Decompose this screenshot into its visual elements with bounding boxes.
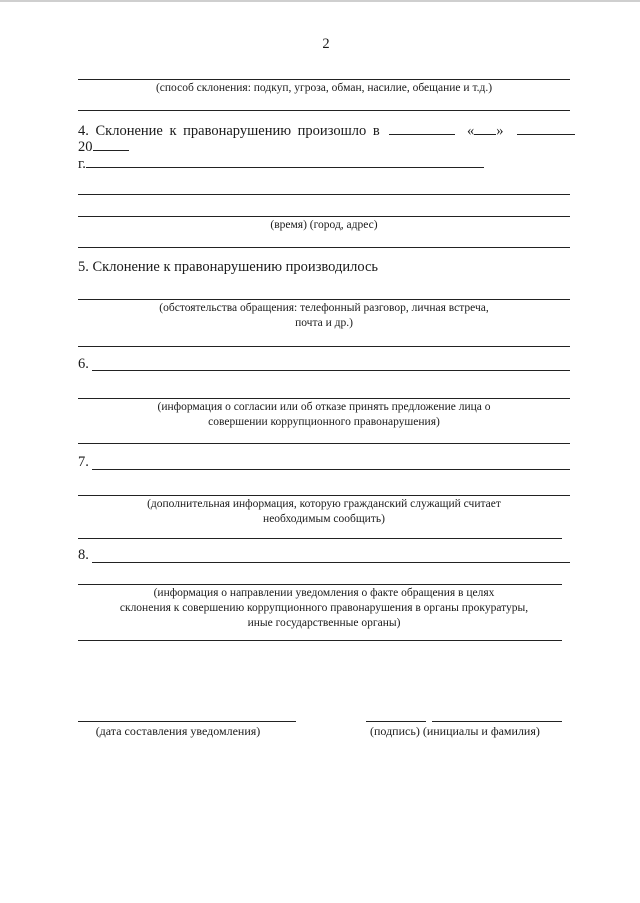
time-caption: (время) (город, адрес) (270, 219, 378, 231)
city-prefix: г. (78, 156, 86, 172)
section-8-caption-2: склонения к совершению коррупционного правонарушения в органы прокуратуры, (119, 602, 529, 614)
section-4-text (78, 122, 578, 140)
section-7-caption-1: (дополнительная информация, которую гражданский служащий считает (147, 498, 501, 510)
day-field[interactable] (389, 122, 455, 135)
city-field[interactable] (86, 155, 484, 168)
section-6-caption-1: (информация о согласии или об отказе принять предложение лица о (157, 401, 491, 413)
fill-line (78, 584, 562, 585)
signature-line[interactable] (366, 721, 426, 722)
fill-line (78, 398, 570, 399)
section-8-number: 8. (78, 547, 89, 563)
section-5-caption-1: (обстоятельства обращения: телефонный разговор, личная встреча, (159, 302, 489, 314)
city-row (78, 155, 484, 173)
method-caption: (способ склонения: подкуп, угроза, обман, насилие, обещание и т.д.) (155, 82, 493, 94)
fill-line (78, 194, 570, 195)
fill-line (92, 370, 570, 371)
fill-line (78, 443, 570, 444)
year-field[interactable] (93, 138, 129, 151)
fill-line (92, 469, 570, 470)
page-number: 2 (322, 36, 330, 52)
month-field[interactable] (517, 122, 575, 135)
fill-line (78, 216, 570, 217)
section-8-caption-3: иные государственные органы) (247, 617, 401, 629)
fill-line (78, 495, 570, 496)
section-7-caption-2: необходимым сообщить) (263, 513, 385, 525)
fill-line (78, 640, 562, 641)
fill-line (78, 247, 570, 248)
top-border (0, 0, 640, 2)
quote-open: « (466, 123, 475, 139)
section-6-number: 6. (78, 356, 89, 372)
fill-line (78, 299, 570, 300)
date-caption: (дата составления уведомления) (95, 724, 261, 738)
fill-line (92, 562, 570, 563)
section-5-caption-2: почта и др.) (295, 317, 353, 329)
fill-line (78, 79, 570, 80)
section-5-text: 5. Склонение к правонарушению производилось (78, 259, 379, 275)
date-field[interactable] (474, 122, 496, 135)
quote-close: » (496, 123, 504, 139)
fill-line (78, 538, 562, 539)
year-prefix: 20 (78, 139, 93, 155)
fill-line (78, 346, 570, 347)
date-line[interactable] (78, 721, 296, 722)
name-line[interactable] (432, 721, 562, 722)
section-7-number: 7. (78, 454, 89, 470)
fill-line (78, 110, 570, 111)
section-6-caption-2: совершении коррупционного правонарушения) (208, 416, 440, 428)
section-4-label: 4. Склонение к правонарушению произошло в (78, 123, 380, 139)
section-8-caption-1: (информация о направлении уведомления о факте обращения в целях (153, 587, 495, 599)
year-row (78, 138, 129, 156)
signature-caption: (подпись) (инициалы и фамилия) (370, 724, 540, 738)
